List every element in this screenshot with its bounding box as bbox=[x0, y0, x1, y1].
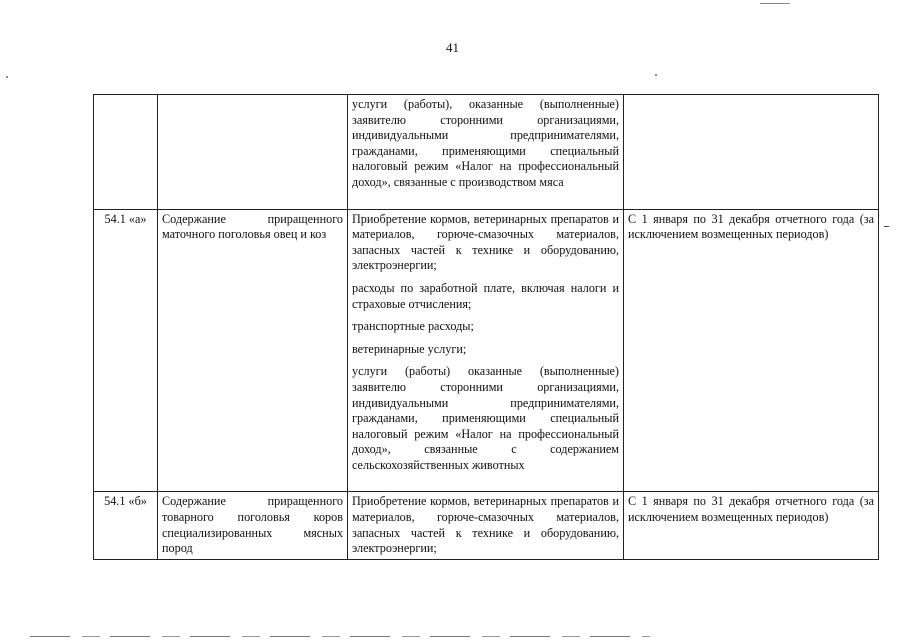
scan-speck bbox=[760, 3, 790, 4]
row-number-cell bbox=[94, 95, 158, 210]
costs-cell bbox=[348, 492, 624, 559]
costs-cell bbox=[348, 209, 624, 492]
period-cell bbox=[624, 95, 879, 210]
direction-cell: Содержание приращенного маточного поголовья овец и коз bbox=[158, 209, 348, 492]
table-row bbox=[94, 95, 879, 210]
row-number-cell: 54.1 «а» bbox=[94, 209, 158, 492]
page-number: 41 bbox=[446, 40, 459, 55]
scan-speck bbox=[6, 76, 8, 78]
scan-artifact-line bbox=[30, 636, 650, 637]
period-cell: С 1 января по 31 декабря отчетного года (за исключением возмещенных периодов) bbox=[624, 492, 879, 559]
cost-item: Приобретение кормов, ветеринарных препаратов и материалов, горюче-смазочных материалов, запасных частей к технике и оборудованию, электроэнергии; bbox=[352, 494, 619, 556]
table-row bbox=[94, 492, 879, 559]
cost-item: услуги (работы) оказанные (выполненные) заявителю сторонними организациями, индивидуальными предпринимателями, гражданами, применяющими специальный налоговый режим «Налог на профессиональный доход», связанные с содержанием сельскохозяйственных животных bbox=[352, 364, 619, 472]
scan-speck bbox=[655, 74, 657, 76]
cost-item: ветеринарные услуги; bbox=[352, 341, 467, 356]
table-row bbox=[94, 209, 879, 492]
cost-item: транспортные расходы; bbox=[352, 319, 474, 334]
costs-cell bbox=[348, 95, 624, 210]
row-number-cell: 54.1 «б» bbox=[94, 492, 158, 559]
direction-cell bbox=[158, 95, 348, 210]
subsidy-cost-table bbox=[93, 94, 879, 560]
cost-item: расходы по заработной плате, включая налоги и страховые отчисления; bbox=[352, 280, 619, 311]
direction-cell: Содержание приращенного товарного поголовья коров специализированных мясных пород bbox=[158, 492, 348, 559]
cost-item: услуги (работы), оказанные (выполненные) заявителю сторонними организациями, индивидуальными предпринимателями, гражданами, применяющими специальный налоговый режим «Налог на профессиональный доход», связанные с производством мяса bbox=[352, 97, 619, 189]
cost-item: Приобретение кормов, ветеринарных препаратов и материалов, горюче-смазочных материалов, запасных частей к технике и оборудованию, электроэнергии; bbox=[352, 211, 619, 273]
period-cell: С 1 января по 31 декабря отчетного года (за исключением возмещенных периодов) bbox=[624, 209, 879, 492]
margin-mark bbox=[884, 226, 889, 227]
